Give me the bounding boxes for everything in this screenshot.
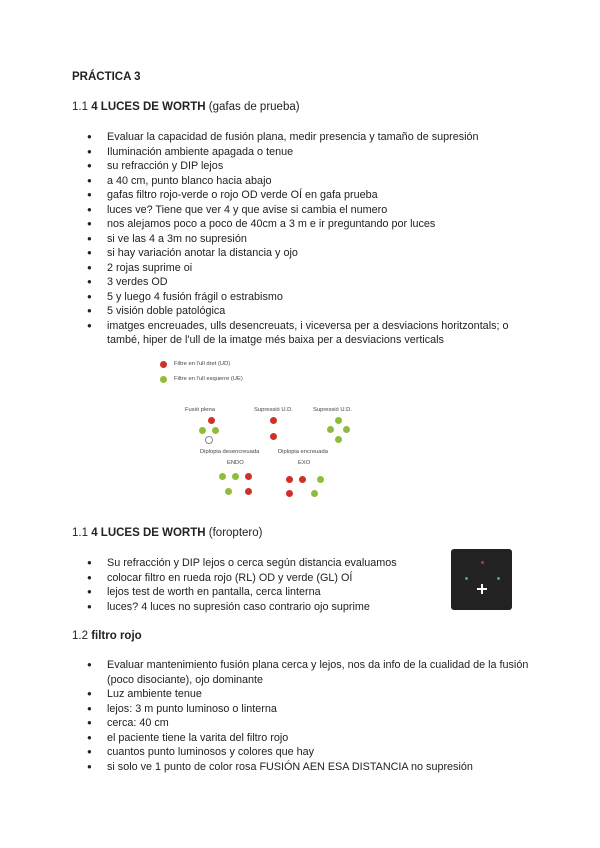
light-red [245, 488, 252, 495]
list-item: ● Luz ambiente tenue [72, 687, 534, 702]
light-red [299, 476, 306, 483]
list-item: ● a 40 cm, punto blanco hacia abajo [72, 174, 532, 189]
bullet-list-worth-gafas [72, 130, 532, 348]
label-diplopia-desencreuada: Diplopia desencreuada [200, 449, 260, 455]
list-item: ● si hay variación anotar la distancia y ojo [72, 246, 532, 261]
list-item: ● si solo ve 1 punto de color rosa FUSIÓN AEN ESA DISTANCIA no supresión [72, 760, 534, 775]
list-item: ● imatges encreuades, ulls desencreuats, i viceversa per a desviacions horitzontals; o també, hiper de l'ull de la imatge més baixa per a desviacions verticals [72, 319, 532, 348]
light-green [343, 426, 350, 433]
list-item: ● 5 visión doble patológica [72, 304, 532, 319]
legend-green-label: Filtre en l'ull esquerre (UE) [174, 376, 243, 382]
label-exo: EXO [298, 460, 311, 466]
label-suppression-ud: Supressió U.D. [254, 407, 293, 413]
section-heading-filtro-rojo [72, 630, 142, 642]
list-item: ● 2 rojas suprime oi [72, 261, 532, 276]
section-number: 1.1 [72, 527, 88, 539]
label-diplopia-encreuada: Diplopia encreuada [278, 449, 328, 455]
legend-green-dot [160, 376, 167, 383]
label-endo: ENDO [227, 460, 244, 466]
light-green [497, 577, 500, 580]
bullet-list-filtro-rojo [72, 658, 534, 774]
section-title-bold: 4 LUCES DE WORTH [91, 101, 206, 113]
list-item: ● colocar filtro en rueda rojo (RL) OD y verde (GL) OÍ [72, 571, 442, 586]
worth-test-screen-image [451, 549, 512, 610]
light-red [481, 561, 484, 564]
list-item: ● gafas filtro rojo-verde o rojo OD verde OÍ en gafa prueba [72, 188, 532, 203]
list-item: ● 5 y luego 4 fusión frágil o estrabismo [72, 290, 532, 305]
white-cross-icon [477, 584, 487, 594]
light-red [270, 433, 277, 440]
legend-red-label: Filtre en l'ull dret (UD) [174, 361, 231, 367]
light-green [465, 577, 468, 580]
list-item: ● el paciente tiene la varita del filtro rojo [72, 731, 534, 746]
list-item: ● lejos test de worth en pantalla, cerca linterna [72, 585, 442, 600]
list-item: ● nos alejamos poco a poco de 40cm a 3 m e ir preguntando por luces [72, 217, 532, 232]
section-title-rest: (gafas de prueba) [208, 101, 300, 113]
list-item: ● Evaluar mantenimiento fusión plana cerca y lejos, nos da info de la cualidad de la fusión (poco disociante), ojo dominante [72, 658, 534, 687]
section-heading-worth-gafas [72, 101, 300, 113]
light-green [335, 417, 342, 424]
light-green [219, 473, 226, 480]
list-item: ● Iluminación ambiente apagada o tenue [72, 145, 532, 160]
list-item: ● cuantos punto luminosos y colores que hay [72, 745, 534, 760]
list-item: ● luces? 4 luces no supresión caso contrario ojo suprime [72, 600, 442, 615]
label-suppression-ue: Supressió U.D. [313, 407, 352, 413]
section-title-bold: 4 LUCES DE WORTH [91, 527, 206, 539]
section-number: 1.2 [72, 630, 88, 642]
light-red [270, 417, 277, 424]
light-green [225, 488, 232, 495]
light-red [245, 473, 252, 480]
list-item: ● Evaluar la capacidad de fusión plana, medir presencia y tamaño de supresión [72, 130, 532, 145]
light-green [317, 476, 324, 483]
light-red [208, 417, 215, 424]
section-number: 1.1 [72, 101, 88, 113]
light-red [286, 476, 293, 483]
bullet-list-worth-foroptero [72, 556, 442, 614]
page-title: PRÁCTICA 3 [72, 71, 141, 83]
worth-lights-diagram [150, 352, 380, 507]
light-green [327, 426, 334, 433]
light-green [335, 436, 342, 443]
list-item: ● Su refracción y DIP lejos o cerca según distancia evaluamos [72, 556, 442, 571]
label-fusion: Fusió plena [185, 407, 215, 413]
list-item: ● si ve las 4 a 3m no supresión [72, 232, 532, 247]
light-white [205, 436, 213, 444]
list-item: ● lejos: 3 m punto luminoso o linterna [72, 702, 534, 717]
light-green [232, 473, 239, 480]
light-green [212, 427, 219, 434]
list-item: ● su refracción y DIP lejos [72, 159, 532, 174]
section-title-bold: filtro rojo [91, 630, 142, 642]
list-item: ● cerca: 40 cm [72, 716, 534, 731]
section-heading-worth-foroptero [72, 527, 262, 539]
light-green [311, 490, 318, 497]
section-title-rest: (foroptero) [208, 527, 263, 539]
legend-red-dot [160, 361, 167, 368]
light-green [199, 427, 206, 434]
list-item: ● luces ve? Tiene que ver 4 y que avise si cambia el numero [72, 203, 532, 218]
light-red [286, 490, 293, 497]
list-item: ● 3 verdes OD [72, 275, 532, 290]
